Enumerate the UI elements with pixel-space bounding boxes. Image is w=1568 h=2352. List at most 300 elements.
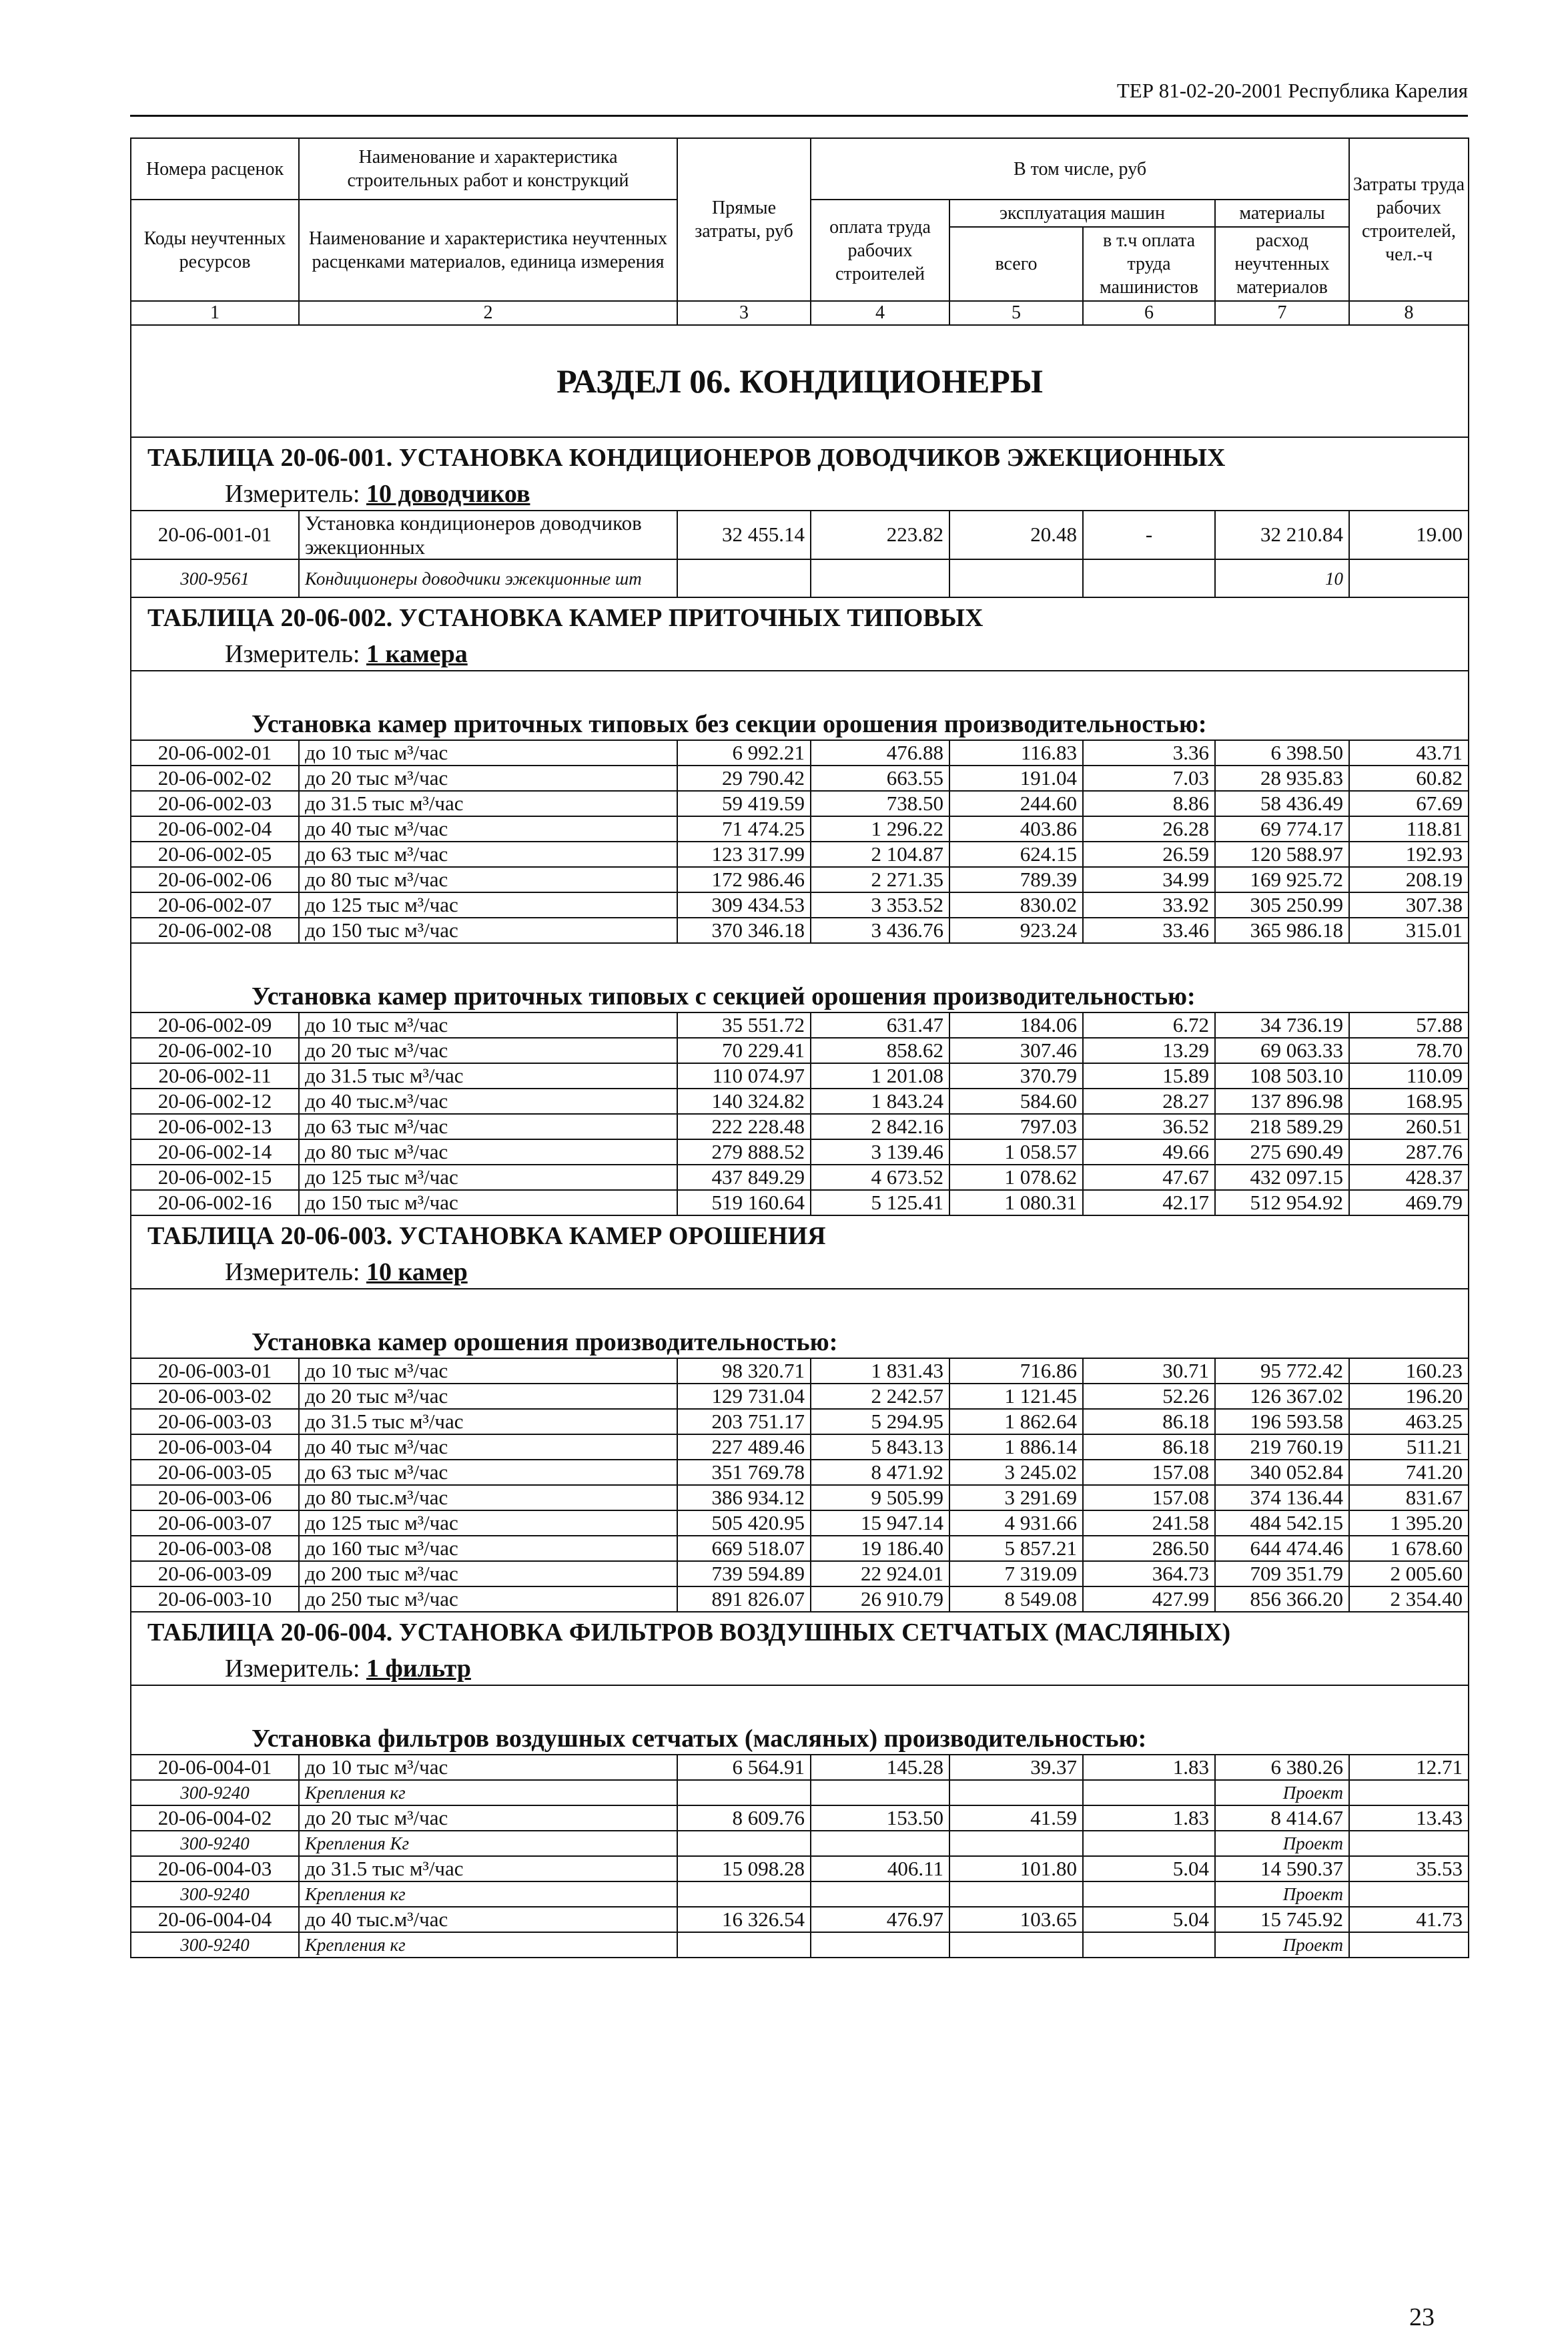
machines-total: 1 121.45 bbox=[949, 1384, 1083, 1409]
materials: 108 503.10 bbox=[1215, 1063, 1349, 1089]
rate-code: 20-06-002-10 bbox=[131, 1038, 299, 1063]
rate-code: 20-06-002-01 bbox=[131, 740, 299, 766]
meter-value: 1 фильтр bbox=[366, 1655, 471, 1683]
table-row bbox=[131, 1190, 1469, 1215]
rate-code: 20-06-002-14 bbox=[131, 1139, 299, 1165]
direct-costs: 140 324.82 bbox=[677, 1089, 811, 1114]
labor: 208.19 bbox=[1349, 867, 1469, 892]
rate-code: 20-06-003-05 bbox=[131, 1460, 299, 1485]
rate-name: до 40 тыс.м³/час bbox=[299, 1089, 677, 1114]
materials: 305 250.99 bbox=[1215, 892, 1349, 918]
empty-cell bbox=[811, 1780, 949, 1805]
table-title: ТАБЛИЦА 20-06-004. УСТАНОВКА ФИЛЬТРОВ ВОЗДУШНЫХ СЕТЧАТЫХ (МАСЛЯНЫХ) bbox=[131, 1612, 1469, 1654]
machines-total: 20.48 bbox=[949, 511, 1083, 559]
direct-costs: 505 420.95 bbox=[677, 1510, 811, 1536]
rate-name: до 20 тыс м³/час bbox=[299, 1805, 677, 1831]
empty-cell bbox=[677, 1881, 811, 1907]
table-row bbox=[131, 1038, 1469, 1063]
direct-costs: 351 769.78 bbox=[677, 1460, 811, 1485]
resource-name: Кондиционеры доводчики эжекционные шт bbox=[299, 559, 677, 597]
labor: 19.00 bbox=[1349, 511, 1469, 559]
table-row bbox=[131, 1434, 1469, 1460]
group-heading: Установка камер приточных типовых без секции орошения производительностью: bbox=[131, 671, 1469, 740]
empty-cell bbox=[949, 1932, 1083, 1958]
col-head-group: В том числе, руб bbox=[811, 138, 1349, 200]
col-head-name: Наименование и характеристика строительных работ и конструкций bbox=[299, 138, 677, 200]
meter-label: Измеритель: bbox=[225, 640, 360, 669]
direct-costs: 71 474.25 bbox=[677, 816, 811, 842]
rate-name: до 40 тыс м³/час bbox=[299, 816, 677, 842]
col-index: 6 bbox=[1083, 301, 1215, 325]
resource-name: Крепления кг bbox=[299, 1932, 677, 1958]
wages: 663.55 bbox=[811, 766, 949, 791]
resource-name: Крепления кг bbox=[299, 1881, 677, 1907]
table-row bbox=[131, 1755, 1469, 1780]
col-head-direct-costs: Прямые затраты, руб bbox=[677, 138, 811, 301]
machines-total: 584.60 bbox=[949, 1089, 1083, 1114]
machines-total: 7 319.09 bbox=[949, 1561, 1083, 1586]
rate-name: до 31.5 тыс м³/час bbox=[299, 1409, 677, 1434]
materials: 275 690.49 bbox=[1215, 1139, 1349, 1165]
machines-total: 1 080.31 bbox=[949, 1190, 1083, 1215]
direct-costs: 739 594.89 bbox=[677, 1561, 811, 1586]
meter-label: Измеритель: bbox=[225, 1655, 360, 1683]
machinist-wages: 5.04 bbox=[1083, 1856, 1215, 1881]
empty-cell bbox=[811, 1831, 949, 1856]
rate-name: до 40 тыс м³/час bbox=[299, 1434, 677, 1460]
rate-code: 20-06-004-03 bbox=[131, 1856, 299, 1881]
empty-cell bbox=[1349, 1932, 1469, 1958]
wages: 2 842.16 bbox=[811, 1114, 949, 1139]
rate-code: 20-06-003-06 bbox=[131, 1485, 299, 1510]
direct-costs: 309 434.53 bbox=[677, 892, 811, 918]
wages: 2 242.57 bbox=[811, 1384, 949, 1409]
labor: 110.09 bbox=[1349, 1063, 1469, 1089]
table-row bbox=[131, 1460, 1469, 1485]
table-row bbox=[131, 892, 1469, 918]
table-row bbox=[131, 1907, 1469, 1932]
resource-row bbox=[131, 1932, 1469, 1958]
direct-costs: 129 731.04 bbox=[677, 1384, 811, 1409]
col-head-materials: материалы bbox=[1215, 200, 1349, 227]
wages: 153.50 bbox=[811, 1805, 949, 1831]
labor: 168.95 bbox=[1349, 1089, 1469, 1114]
labor: 60.82 bbox=[1349, 766, 1469, 791]
wages: 3 139.46 bbox=[811, 1139, 949, 1165]
wages: 1 843.24 bbox=[811, 1089, 949, 1114]
rate-name: до 20 тыс м³/час bbox=[299, 1384, 677, 1409]
labor: 2 005.60 bbox=[1349, 1561, 1469, 1586]
machinist-wages: 30.71 bbox=[1083, 1358, 1215, 1384]
materials: 8 414.67 bbox=[1215, 1805, 1349, 1831]
table-row bbox=[131, 1485, 1469, 1510]
group-heading: Установка фильтров воздушных сетчатых (масляных) производительностью: bbox=[131, 1685, 1469, 1755]
col-head-machines-total: всего bbox=[949, 227, 1083, 301]
rate-code: 20-06-004-02 bbox=[131, 1805, 299, 1831]
labor: 57.88 bbox=[1349, 1012, 1469, 1038]
col-index: 2 bbox=[299, 301, 677, 325]
machines-total: 41.59 bbox=[949, 1805, 1083, 1831]
empty-cell bbox=[949, 1881, 1083, 1907]
labor: 428.37 bbox=[1349, 1165, 1469, 1190]
col-head-material-usage: расход неучтенных материалов bbox=[1215, 227, 1349, 301]
col-head-wages: оплата труда рабочих строителей bbox=[811, 200, 949, 301]
wages: 2 104.87 bbox=[811, 842, 949, 867]
labor: 12.71 bbox=[1349, 1755, 1469, 1780]
rate-code: 20-06-002-02 bbox=[131, 766, 299, 791]
wages: 1 201.08 bbox=[811, 1063, 949, 1089]
rate-name: до 10 тыс м³/час bbox=[299, 1012, 677, 1038]
rate-code: 20-06-002-16 bbox=[131, 1190, 299, 1215]
rate-code: 20-06-002-03 bbox=[131, 791, 299, 816]
resource-row bbox=[131, 1780, 1469, 1805]
machinist-wages: 6.72 bbox=[1083, 1012, 1215, 1038]
machinist-wages: 1.83 bbox=[1083, 1805, 1215, 1831]
wages: 1 296.22 bbox=[811, 816, 949, 842]
rate-code: 20-06-004-04 bbox=[131, 1907, 299, 1932]
table-row bbox=[131, 1409, 1469, 1434]
materials: 126 367.02 bbox=[1215, 1384, 1349, 1409]
col-head-resource-codes: Коды неучтенных ресурсов bbox=[131, 200, 299, 301]
materials: 709 351.79 bbox=[1215, 1561, 1349, 1586]
rate-name: до 20 тыс м³/час bbox=[299, 766, 677, 791]
direct-costs: 279 888.52 bbox=[677, 1139, 811, 1165]
labor: 2 354.40 bbox=[1349, 1586, 1469, 1612]
machinist-wages: 157.08 bbox=[1083, 1485, 1215, 1510]
header-rule bbox=[130, 115, 1468, 117]
col-head-machines: эксплуатация машин bbox=[949, 200, 1215, 227]
wages: 4 673.52 bbox=[811, 1165, 949, 1190]
wages: 476.88 bbox=[811, 740, 949, 766]
machinist-wages: 42.17 bbox=[1083, 1190, 1215, 1215]
machinist-wages: 36.52 bbox=[1083, 1114, 1215, 1139]
wages: 26 910.79 bbox=[811, 1586, 949, 1612]
rate-name: до 31.5 тыс м³/час bbox=[299, 1856, 677, 1881]
machines-total: 307.46 bbox=[949, 1038, 1083, 1063]
table-meter bbox=[131, 1654, 1469, 1685]
table-meter bbox=[131, 479, 1469, 511]
wages: 858.62 bbox=[811, 1038, 949, 1063]
rate-name: до 125 тыс м³/час bbox=[299, 1510, 677, 1536]
rate-name: до 150 тыс м³/час bbox=[299, 918, 677, 943]
labor: 741.20 bbox=[1349, 1460, 1469, 1485]
machinist-wages: 3.36 bbox=[1083, 740, 1215, 766]
empty-cell bbox=[1083, 1881, 1215, 1907]
labor: 67.69 bbox=[1349, 791, 1469, 816]
labor: 13.43 bbox=[1349, 1805, 1469, 1831]
meter-value: 10 камер bbox=[366, 1258, 468, 1287]
rate-code: 20-06-003-04 bbox=[131, 1434, 299, 1460]
rate-code: 20-06-003-02 bbox=[131, 1384, 299, 1409]
machines-total: 1 862.64 bbox=[949, 1409, 1083, 1434]
resource-code: 300-9240 bbox=[131, 1831, 299, 1856]
resource-row bbox=[131, 1831, 1469, 1856]
machinist-wages: 241.58 bbox=[1083, 1510, 1215, 1536]
materials: 374 136.44 bbox=[1215, 1485, 1349, 1510]
rate-code: 20-06-003-01 bbox=[131, 1358, 299, 1384]
resource-qty: Проект bbox=[1215, 1780, 1349, 1805]
machines-total: 923.24 bbox=[949, 918, 1083, 943]
rate-code: 20-06-003-07 bbox=[131, 1510, 299, 1536]
empty-cell bbox=[1083, 1831, 1215, 1856]
table-row bbox=[131, 1384, 1469, 1409]
rate-name: до 63 тыс м³/час bbox=[299, 842, 677, 867]
rate-code: 20-06-003-09 bbox=[131, 1561, 299, 1586]
machinist-wages: 26.59 bbox=[1083, 842, 1215, 867]
table-row bbox=[131, 918, 1469, 943]
rate-name: до 250 тыс м³/час bbox=[299, 1586, 677, 1612]
labor: 1 678.60 bbox=[1349, 1536, 1469, 1561]
materials: 856 366.20 bbox=[1215, 1586, 1349, 1612]
resource-row bbox=[131, 1881, 1469, 1907]
machines-total: 39.37 bbox=[949, 1755, 1083, 1780]
rate-name: до 80 тыс м³/час bbox=[299, 867, 677, 892]
machinist-wages: 28.27 bbox=[1083, 1089, 1215, 1114]
rate-code: 20-06-004-01 bbox=[131, 1755, 299, 1780]
rate-name: до 31.5 тыс м³/час bbox=[299, 1063, 677, 1089]
wages: 3 436.76 bbox=[811, 918, 949, 943]
machinist-wages: 49.66 bbox=[1083, 1139, 1215, 1165]
table-row bbox=[131, 1165, 1469, 1190]
empty-cell bbox=[677, 1932, 811, 1958]
machinist-wages: 86.18 bbox=[1083, 1409, 1215, 1434]
empty-cell bbox=[1349, 1831, 1469, 1856]
wages: 476.97 bbox=[811, 1907, 949, 1932]
machines-total: 830.02 bbox=[949, 892, 1083, 918]
resource-code: 300-9561 bbox=[131, 559, 299, 597]
labor: 118.81 bbox=[1349, 816, 1469, 842]
labor: 41.73 bbox=[1349, 1907, 1469, 1932]
machines-total: 101.80 bbox=[949, 1856, 1083, 1881]
labor: 469.79 bbox=[1349, 1190, 1469, 1215]
direct-costs: 370 346.18 bbox=[677, 918, 811, 943]
table-row bbox=[131, 740, 1469, 766]
table-meter bbox=[131, 1257, 1469, 1289]
rate-name: Установка кондиционеров доводчиков эжекционных bbox=[299, 511, 677, 559]
empty-cell bbox=[1083, 1780, 1215, 1805]
wages: 5 125.41 bbox=[811, 1190, 949, 1215]
direct-costs: 98 320.71 bbox=[677, 1358, 811, 1384]
resource-qty: Проект bbox=[1215, 1831, 1349, 1856]
table-row bbox=[131, 842, 1469, 867]
table-row bbox=[131, 867, 1469, 892]
rate-code: 20-06-001-01 bbox=[131, 511, 299, 559]
rate-name: до 10 тыс м³/час bbox=[299, 740, 677, 766]
document-header: ТЕР 81-02-20-2001 Республика Карелия bbox=[1116, 79, 1468, 102]
wages: 15 947.14 bbox=[811, 1510, 949, 1536]
materials: 644 474.46 bbox=[1215, 1536, 1349, 1561]
materials: 219 760.19 bbox=[1215, 1434, 1349, 1460]
wages: 1 831.43 bbox=[811, 1358, 949, 1384]
col-index: 7 bbox=[1215, 301, 1349, 325]
wages: 5 843.13 bbox=[811, 1434, 949, 1460]
table-row bbox=[131, 1114, 1469, 1139]
machinist-wages: 157.08 bbox=[1083, 1460, 1215, 1485]
wages: 2 271.35 bbox=[811, 867, 949, 892]
section-title: РАЗДЕЛ 06. КОНДИЦИОНЕРЫ bbox=[131, 325, 1469, 437]
machines-total: 103.65 bbox=[949, 1907, 1083, 1932]
rate-code: 20-06-002-12 bbox=[131, 1089, 299, 1114]
rate-name: до 160 тыс м³/час bbox=[299, 1536, 677, 1561]
table-row bbox=[131, 1561, 1469, 1586]
materials: 34 736.19 bbox=[1215, 1012, 1349, 1038]
rate-name: до 80 тыс м³/час bbox=[299, 1139, 677, 1165]
machinist-wages: 1.83 bbox=[1083, 1755, 1215, 1780]
rate-code: 20-06-002-06 bbox=[131, 867, 299, 892]
table-title: ТАБЛИЦА 20-06-002. УСТАНОВКА КАМЕР ПРИТОЧНЫХ ТИПОВЫХ bbox=[131, 597, 1469, 639]
machinist-wages: 33.92 bbox=[1083, 892, 1215, 918]
rate-name: до 10 тыс м³/час bbox=[299, 1358, 677, 1384]
rate-name: до 80 тыс.м³/час bbox=[299, 1485, 677, 1510]
table-row bbox=[131, 766, 1469, 791]
rate-name: до 31.5 тыс м³/час bbox=[299, 791, 677, 816]
wages: 5 294.95 bbox=[811, 1409, 949, 1434]
table-title: ТАБЛИЦА 20-06-003. УСТАНОВКА КАМЕР ОРОШЕНИЯ bbox=[131, 1215, 1469, 1257]
machines-total: 116.83 bbox=[949, 740, 1083, 766]
empty-cell bbox=[1349, 1881, 1469, 1907]
rate-code: 20-06-002-04 bbox=[131, 816, 299, 842]
direct-costs: 59 419.59 bbox=[677, 791, 811, 816]
col-head-codes: Номера расценок bbox=[131, 138, 299, 200]
rate-code: 20-06-002-15 bbox=[131, 1165, 299, 1190]
machines-total: 789.39 bbox=[949, 867, 1083, 892]
labor: 192.93 bbox=[1349, 842, 1469, 867]
wages: 22 924.01 bbox=[811, 1561, 949, 1586]
direct-costs: 386 934.12 bbox=[677, 1485, 811, 1510]
direct-costs: 891 826.07 bbox=[677, 1586, 811, 1612]
machines-total: 797.03 bbox=[949, 1114, 1083, 1139]
labor: 511.21 bbox=[1349, 1434, 1469, 1460]
wages: 223.82 bbox=[811, 511, 949, 559]
col-index: 5 bbox=[949, 301, 1083, 325]
direct-costs: 227 489.46 bbox=[677, 1434, 811, 1460]
table-meter bbox=[131, 639, 1469, 671]
direct-costs: 8 609.76 bbox=[677, 1805, 811, 1831]
labor: 315.01 bbox=[1349, 918, 1469, 943]
machines-total: 5 857.21 bbox=[949, 1536, 1083, 1561]
empty-cell bbox=[949, 1780, 1083, 1805]
rate-code: 20-06-002-13 bbox=[131, 1114, 299, 1139]
labor: 160.23 bbox=[1349, 1358, 1469, 1384]
materials: 137 896.98 bbox=[1215, 1089, 1349, 1114]
machinist-wages: 47.67 bbox=[1083, 1165, 1215, 1190]
machines-total: 1 886.14 bbox=[949, 1434, 1083, 1460]
rate-name: до 150 тыс м³/час bbox=[299, 1190, 677, 1215]
machines-total: 8 549.08 bbox=[949, 1586, 1083, 1612]
table-row bbox=[131, 1358, 1469, 1384]
rate-name: до 125 тыс м³/час bbox=[299, 892, 677, 918]
wages: 406.11 bbox=[811, 1856, 949, 1881]
labor: 196.20 bbox=[1349, 1384, 1469, 1409]
table-title: ТАБЛИЦА 20-06-001. УСТАНОВКА КОНДИЦИОНЕРОВ ДОВОДЧИКОВ ЭЖЕКЦИОННЫХ bbox=[131, 437, 1469, 479]
materials: 484 542.15 bbox=[1215, 1510, 1349, 1536]
rate-code: 20-06-002-11 bbox=[131, 1063, 299, 1089]
direct-costs: 6 564.91 bbox=[677, 1755, 811, 1780]
machines-total: 244.60 bbox=[949, 791, 1083, 816]
meter-label: Измеритель: bbox=[225, 1258, 360, 1287]
direct-costs: 222 228.48 bbox=[677, 1114, 811, 1139]
materials: 58 436.49 bbox=[1215, 791, 1349, 816]
resource-qty: Проект bbox=[1215, 1881, 1349, 1907]
labor: 260.51 bbox=[1349, 1114, 1469, 1139]
table-row bbox=[131, 1089, 1469, 1114]
materials: 14 590.37 bbox=[1215, 1856, 1349, 1881]
labor: 463.25 bbox=[1349, 1409, 1469, 1434]
rate-code: 20-06-002-09 bbox=[131, 1012, 299, 1038]
resource-qty: Проект bbox=[1215, 1932, 1349, 1958]
machines-total: 370.79 bbox=[949, 1063, 1083, 1089]
machinist-wages: 86.18 bbox=[1083, 1434, 1215, 1460]
machinist-wages: 364.73 bbox=[1083, 1561, 1215, 1586]
rate-name: до 200 тыс м³/час bbox=[299, 1561, 677, 1586]
table-row bbox=[131, 1139, 1469, 1165]
resource-code: 300-9240 bbox=[131, 1881, 299, 1907]
table-row bbox=[131, 1063, 1469, 1089]
rate-code: 20-06-002-05 bbox=[131, 842, 299, 867]
direct-costs: 123 317.99 bbox=[677, 842, 811, 867]
labor: 1 395.20 bbox=[1349, 1510, 1469, 1536]
machines-total: 4 931.66 bbox=[949, 1510, 1083, 1536]
labor: 287.76 bbox=[1349, 1139, 1469, 1165]
materials: 120 588.97 bbox=[1215, 842, 1349, 867]
machines-total: 403.86 bbox=[949, 816, 1083, 842]
empty-cell bbox=[811, 1932, 949, 1958]
rate-name: до 40 тыс.м³/час bbox=[299, 1907, 677, 1932]
machinist-wages: 15.89 bbox=[1083, 1063, 1215, 1089]
machines-total: 624.15 bbox=[949, 842, 1083, 867]
rate-code: 20-06-003-08 bbox=[131, 1536, 299, 1561]
rate-code: 20-06-003-10 bbox=[131, 1586, 299, 1612]
meter-value: 1 камера bbox=[366, 640, 468, 669]
meter-label: Измеритель: bbox=[225, 480, 360, 509]
resource-name: Крепления кг bbox=[299, 1780, 677, 1805]
machines-total: 184.06 bbox=[949, 1012, 1083, 1038]
direct-costs: 70 229.41 bbox=[677, 1038, 811, 1063]
machinist-wages: 427.99 bbox=[1083, 1586, 1215, 1612]
materials: 69 063.33 bbox=[1215, 1038, 1349, 1063]
empty-cell bbox=[677, 1780, 811, 1805]
rate-name: до 125 тыс м³/час bbox=[299, 1165, 677, 1190]
materials: 28 935.83 bbox=[1215, 766, 1349, 791]
machines-total: 191.04 bbox=[949, 766, 1083, 791]
rate-name: до 20 тыс м³/час bbox=[299, 1038, 677, 1063]
materials: 69 774.17 bbox=[1215, 816, 1349, 842]
table-row bbox=[131, 1536, 1469, 1561]
materials: 340 052.84 bbox=[1215, 1460, 1349, 1485]
resource-qty: 10 bbox=[1215, 559, 1349, 597]
meter-value: 10 доводчиков bbox=[366, 480, 530, 509]
col-index: 3 bbox=[677, 301, 811, 325]
machinist-wages: 52.26 bbox=[1083, 1384, 1215, 1409]
direct-costs: 16 326.54 bbox=[677, 1907, 811, 1932]
direct-costs: 203 751.17 bbox=[677, 1409, 811, 1434]
materials: 95 772.42 bbox=[1215, 1358, 1349, 1384]
materials: 15 745.92 bbox=[1215, 1907, 1349, 1932]
materials: 6 380.26 bbox=[1215, 1755, 1349, 1780]
labor: 307.38 bbox=[1349, 892, 1469, 918]
empty-cell bbox=[949, 1831, 1083, 1856]
rate-code: 20-06-002-07 bbox=[131, 892, 299, 918]
machines-total: 3 291.69 bbox=[949, 1485, 1083, 1510]
col-index: 4 bbox=[811, 301, 949, 325]
direct-costs: 172 986.46 bbox=[677, 867, 811, 892]
wages: 738.50 bbox=[811, 791, 949, 816]
wages: 8 471.92 bbox=[811, 1460, 949, 1485]
direct-costs: 669 518.07 bbox=[677, 1536, 811, 1561]
machines-total: 3 245.02 bbox=[949, 1460, 1083, 1485]
col-head-machinist-wages: в т.ч оплата труда машинистов bbox=[1083, 227, 1215, 301]
materials: 432 097.15 bbox=[1215, 1165, 1349, 1190]
